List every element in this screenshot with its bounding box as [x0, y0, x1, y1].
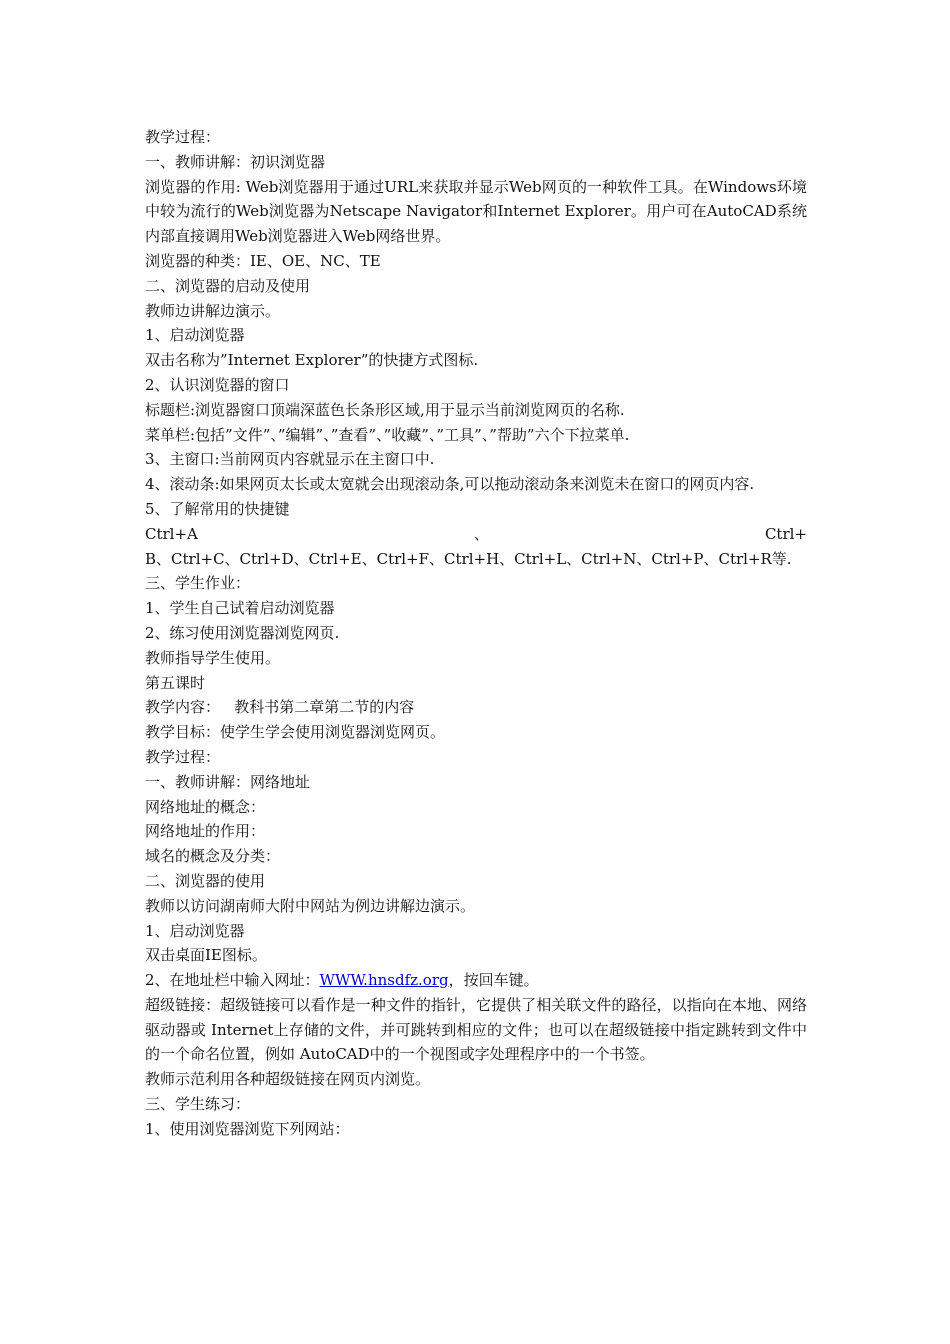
lesson-objective: 教学目标：使学生学会使用浏览器浏览网页。 — [145, 723, 446, 742]
shortcut-line — [145, 522, 807, 547]
heading-teaching-process: 教学过程： — [145, 128, 221, 146]
section-heading: 一、教师讲解：初识浏览器 — [145, 152, 326, 171]
shortcut-list: B、Ctrl+C、Ctrl+D、Ctrl+E、Ctrl+F、Ctrl+H、Ctrl+L、Ctrl+N、Ctrl+P、Ctrl+R等. — [145, 549, 792, 568]
lesson-title: 第五课时 — [145, 673, 206, 692]
list-item: 1、学生自己试着启动浏览器 — [145, 599, 335, 618]
list-item: 2、练习使用浏览器浏览网页. — [145, 623, 340, 642]
list-item: 3、主窗口:当前网页内容就显示在主窗口中. — [145, 450, 435, 469]
section-heading: 二、浏览器的启动及使用 — [145, 276, 311, 295]
shortcut-separator: 、 — [473, 524, 489, 543]
list-item: 1、使用浏览器浏览下列网站： — [145, 1119, 350, 1138]
text-line: 域名的概念及分类： — [145, 847, 281, 866]
paragraph-browser-function: 浏览器的作用: Web浏览器用于通过URL来获取并显示Web网页的一种软件工具。在Windows环境中较为流行的Web浏览器为Netscape Navigator和Internet Explorer。用户可在AutoCAD系统内部直接调用Web浏览器进入Web网络世界。 — [145, 177, 807, 246]
section-heading: 一、教师讲解：网络地址 — [145, 772, 311, 791]
shortcut-ctrl-b-start: Ctrl+ — [764, 524, 807, 543]
text-line: 标题栏:浏览器窗口顶端深蓝色长条形区域,用于显示当前浏览网页的名称. — [145, 400, 625, 419]
text-line: 教师指导学生使用。 — [145, 648, 281, 667]
paragraph-scrollbar: 4、滚动条:如果网页太长或太宽就会出现滚动条,可以拖动滚动条来浏览未在窗口的网页内容. — [145, 475, 755, 494]
section-heading: 二、浏览器的使用 — [145, 871, 266, 890]
address-suffix: ，按回车键。 — [448, 971, 539, 990]
address-prefix: 2、在地址栏中输入网址： — [145, 971, 320, 990]
document-body — [145, 125, 807, 1142]
section-heading: 三、学生练习： — [145, 1095, 251, 1114]
heading-teaching-process: 教学过程： — [145, 747, 221, 766]
address-line — [145, 968, 807, 993]
paragraph-hyperlink: 超级链接：超级链接可以看作是一种文件的指针，它提供了相关联文件的路径，以指向在本地、网络驱动器或 Internet上存储的文件，并可跳转到相应的文件；也可以在超级链接中指定跳转到文件中的一个命名位置，例如 AutoCAD中的一个视图或字处理程序中的一个书签。 — [145, 995, 807, 1064]
website-link[interactable]: WWW.hnsdfz.org — [319, 971, 449, 990]
lesson-content: 教学内容： 教科书第二章第二节的内容 — [145, 698, 415, 717]
text-line: 教师示范利用各种超级链接在网页内浏览。 — [145, 1070, 431, 1089]
list-item: 5、了解常用的快捷键 — [145, 499, 290, 518]
paragraph-browser-types: 浏览器的种类：IE、OE、NC、TE — [145, 251, 381, 270]
list-item: 2、认识浏览器的窗口 — [145, 375, 290, 394]
text-line: 网络地址的概念： — [145, 797, 266, 816]
list-item: 1、启动浏览器 — [145, 326, 245, 345]
text-line: 教师边讲解边演示。 — [145, 301, 281, 320]
section-heading: 三、学生作业： — [145, 574, 251, 593]
text-line: 网络地址的作用： — [145, 822, 266, 841]
text-line: 双击名称为”Internet Explorer”的快捷方式图标. — [145, 351, 479, 370]
text-line: 教师以访问湖南师大附中网站为例边讲解边演示。 — [145, 896, 476, 915]
text-line: 双击桌面IE图标。 — [145, 946, 267, 965]
list-item: 1、启动浏览器 — [145, 921, 245, 940]
shortcut-ctrl-a: Ctrl+A — [145, 524, 198, 543]
paragraph-menubar: 菜单栏:包括”文件”、”编辑”、”查看”、”收藏”、”工具”、”帮助”六个下拉菜单. — [145, 425, 630, 444]
